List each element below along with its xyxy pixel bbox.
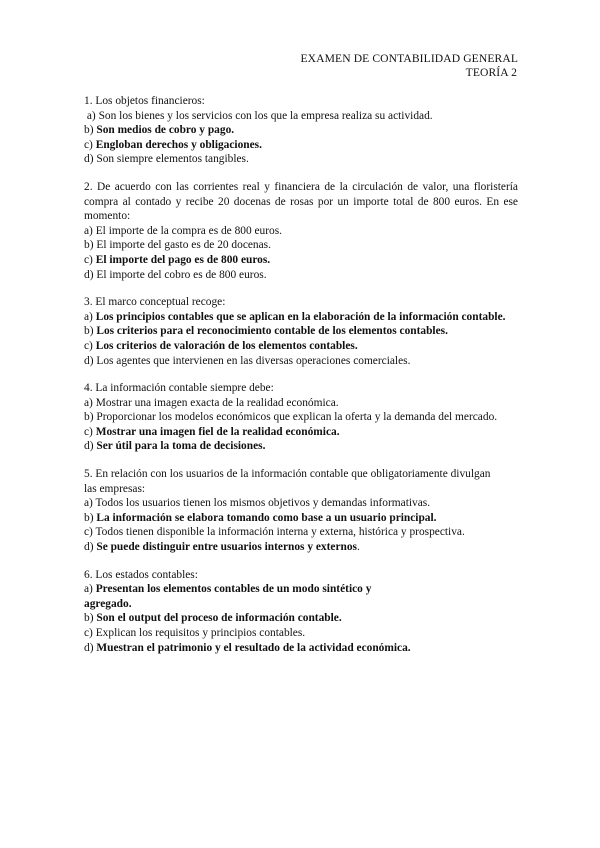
option-b (84, 238, 518, 253)
option-a (84, 396, 518, 411)
option-letter: b) (84, 511, 94, 524)
option-letter: d) (84, 354, 94, 367)
option-text-correct: Muestran el patrimonio y el resultado de la actividad económica. (96, 641, 411, 654)
option-b (84, 324, 518, 339)
option-text-correct: Son medios de cobro y pago. (96, 124, 235, 137)
option-text-correct: Son el output del proceso de información contable. (96, 612, 342, 625)
option-letter: a) (84, 583, 93, 596)
option-text-correct: Se puede distinguir entre usuarios internos y externos (96, 541, 357, 554)
option-text: Los agentes que intervienen en las diversas operaciones comerciales. (96, 354, 411, 367)
option-a (84, 310, 518, 325)
option-letter: d) (84, 440, 94, 453)
option-text: Son los bienes y los servicios con los que la empresa realiza su actividad. (98, 109, 433, 122)
option-c (84, 138, 518, 153)
option-letter: a) (84, 224, 93, 237)
option-text-correct: Ser útil para la toma de decisiones. (96, 440, 266, 453)
option-letter: b) (84, 239, 94, 252)
option-letter: b) (84, 411, 94, 424)
question-stem: 1. Los objetos financieros: (84, 95, 205, 107)
option-text: Todos los usuarios tienen los mismos objetivos y demandas informativas. (95, 497, 431, 510)
question-6 (84, 568, 518, 656)
option-a (84, 582, 399, 611)
option-a (84, 496, 518, 511)
option-text-correct: Los criterios de valoración de los elementos contables. (95, 339, 358, 352)
option-letter: a) (84, 497, 93, 510)
option-text-correct: Los principios contables que se aplican en la elaboración de la información contable. (95, 310, 506, 323)
option-a (84, 109, 518, 124)
option-b (84, 611, 518, 626)
question-1 (84, 94, 518, 167)
question-5 (84, 467, 518, 555)
option-d (84, 439, 518, 454)
option-d (84, 641, 518, 656)
exam-subtitle: TEORÍA 2 (465, 66, 517, 79)
option-text: El importe del cobro es de 800 euros. (96, 268, 267, 281)
option-letter: d) (84, 268, 94, 281)
option-text: El importe del gasto es de 20 docenas. (96, 239, 271, 252)
option-text: Explican los requisitos y principios contables. (95, 627, 306, 639)
option-b (84, 511, 518, 526)
option-text: Mostrar una imagen exacta de la realidad económica. (95, 396, 339, 409)
question-3 (84, 295, 518, 368)
option-letter: c) (84, 138, 93, 151)
option-letter: b) (84, 325, 94, 338)
option-b (84, 123, 518, 138)
option-d (84, 540, 518, 555)
question-stem: 2. De acuerdo con las corrientes real y financiera de la circulación de valor, una floristería compra al contado y recibe 20 docenas de rosas por un importe total de 800 euros. En ese momento: (84, 180, 518, 223)
questions-list (84, 94, 518, 668)
question-stem: 3. El marco conceptual recoge: (84, 296, 226, 309)
option-letter: d) (84, 541, 94, 554)
exam-header (301, 52, 519, 80)
question-2 (84, 180, 518, 282)
option-letter: c) (84, 526, 93, 539)
option-text-correct: El importe del pago es de 800 euros. (95, 253, 271, 266)
exam-title: EXAMEN DE CONTABILIDAD GENERAL (300, 52, 518, 65)
option-text: El importe de la compra es de 800 euros. (95, 224, 283, 237)
option-c (84, 425, 518, 440)
question-stem: 4. La información contable siempre debe: (84, 382, 274, 395)
option-letter: d) (84, 641, 94, 654)
option-letter: a) (84, 396, 93, 409)
option-text-correct: Presentan los elementos contables de un modo sintético y agregado. (84, 583, 372, 610)
option-letter: c) (84, 627, 93, 639)
option-text: Proporcionar los modelos económicos que explican la oferta y la demanda del mercado. (96, 411, 498, 424)
option-d (84, 268, 518, 283)
question-4 (84, 381, 518, 454)
option-letter: c) (84, 339, 93, 352)
question-stem: 5. En relación con los usuarios de la información contable que obligatoriamente divulgan las empresas: (84, 468, 491, 495)
option-text: Son siempre elementos tangibles. (96, 153, 249, 166)
option-text-correct: Los criterios para el reconocimiento contable de los elementos contables. (96, 325, 448, 338)
option-text-correct: La información se elabora tomando como base a un usuario principal. (96, 511, 437, 524)
option-text-correct: Engloban derechos y obligaciones. (95, 138, 262, 151)
option-c (84, 339, 518, 354)
option-letter: d) (84, 153, 94, 166)
option-suffix: . (357, 541, 360, 554)
option-c (84, 525, 518, 540)
option-c (84, 253, 518, 268)
option-b (84, 410, 518, 425)
option-text: Todos tienen disponible la información interna y externa, histórica y prospectiva. (95, 526, 465, 539)
option-a (84, 224, 518, 239)
option-c (84, 626, 518, 641)
option-d (84, 354, 518, 369)
question-stem: 6. Los estados contables: (84, 568, 198, 581)
option-letter: c) (84, 425, 93, 438)
option-letter: a) (86, 109, 96, 122)
option-letter: b) (84, 612, 94, 625)
option-d (84, 152, 518, 167)
option-letter: a) (84, 310, 93, 323)
option-letter: c) (84, 253, 93, 266)
option-letter: b) (84, 124, 94, 137)
option-text-correct: Mostrar una imagen fiel de la realidad económica. (95, 425, 340, 438)
